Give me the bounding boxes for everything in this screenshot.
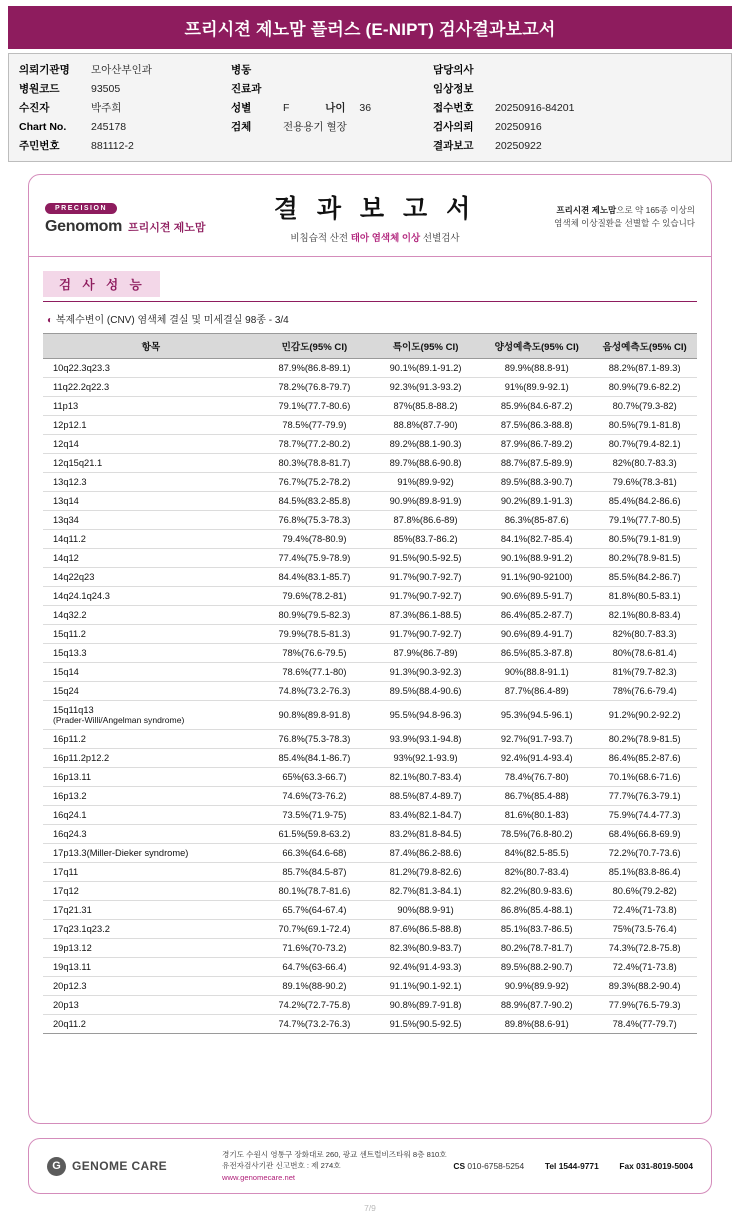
table-row xyxy=(43,511,697,530)
footer-contact xyxy=(453,1161,693,1171)
cell-item: 15q24 xyxy=(43,682,259,701)
cell-value: 95.5%(94.8-96.3) xyxy=(370,701,481,730)
cell-value: 90.1%(88.9-91.2) xyxy=(481,549,592,568)
cell-item: 13q12.3 xyxy=(43,473,259,492)
cell-value: 86.8%(85.4-88.1) xyxy=(481,901,592,920)
cell-value: 72.2%(70.7-73.6) xyxy=(592,844,697,863)
cell-item: 20p12.3 xyxy=(43,977,259,996)
table-row xyxy=(43,749,697,768)
footer-tel-value: 1544-9771 xyxy=(558,1161,599,1172)
cell-value: 90%(88.9-91) xyxy=(370,901,481,920)
cell-item: 12q14 xyxy=(43,435,259,454)
table-row xyxy=(43,416,697,435)
patient-info-box xyxy=(8,53,732,162)
cell-value: 80.2%(78.7-81.7) xyxy=(481,939,592,958)
table-row xyxy=(43,492,697,511)
precision-badge: PRECISION xyxy=(45,203,117,214)
table-row xyxy=(43,958,697,977)
footer-tel-label: Tel xyxy=(544,1161,557,1172)
cell-value: 82%(80.7-83.3) xyxy=(592,454,697,473)
table-row xyxy=(43,663,697,682)
cell-value: 79.1%(77.7-80.5) xyxy=(592,511,697,530)
section-subtitle-row xyxy=(47,311,697,326)
page-number: 7/9 xyxy=(364,1203,376,1214)
cell-value: 89.3%(88.2-90.4) xyxy=(592,977,697,996)
brand-name: Genomom xyxy=(45,218,123,235)
cell-value: 91%(89.9-92) xyxy=(370,473,481,492)
col-item: 항목 xyxy=(43,334,259,359)
report-note-line1: 으로 약 165종 이상의 xyxy=(616,205,695,216)
cell-value: 86.4%(85.2-87.6) xyxy=(592,749,697,768)
cell-item: 14q24.1q24.3 xyxy=(43,587,259,606)
label-resident-no: 주민번호 xyxy=(19,140,60,152)
cell-value: 85.5%(84.2-86.7) xyxy=(592,568,697,587)
table-row xyxy=(43,454,697,473)
cell-value: 82.1%(80.8-83.4) xyxy=(592,606,697,625)
cell-value: 79.6%(78.2-81) xyxy=(259,587,370,606)
table-row xyxy=(43,920,697,939)
label-report-date: 결과보고 xyxy=(433,140,474,152)
cnv-performance-table xyxy=(43,333,697,1034)
cell-value: 89.2%(88.1-90.3) xyxy=(370,435,481,454)
label-department: 진료과 xyxy=(231,83,262,95)
table-row xyxy=(43,530,697,549)
value-age: 36 xyxy=(359,102,372,114)
report-note-line2: 염색체 이상질환을 선별할 수 있습니다 xyxy=(554,217,695,228)
report-title: 결 과 보 고 서 xyxy=(273,195,477,223)
cell-value: 81.2%(79.8-82.6) xyxy=(370,863,481,882)
cell-value: 90.9%(89.8-91.9) xyxy=(370,492,481,511)
footer-fax-value: 031-8019-5004 xyxy=(636,1161,693,1172)
cell-value: 80.3%(78.8-81.7) xyxy=(259,454,370,473)
table-row xyxy=(43,701,697,730)
footer-address-line1: 경기도 수원시 영통구 장화대로 260, 광교 센트럴비즈타워 8층 810호 xyxy=(222,1150,447,1159)
cell-value: 89.7%(88.6-90.8) xyxy=(370,454,481,473)
table-row xyxy=(43,549,697,568)
table-row xyxy=(43,730,697,749)
report-subtitle-post: 선별검사 xyxy=(420,233,460,244)
bullet-icon: ◐ xyxy=(47,315,54,326)
cell-value: 81.6%(80.1-83) xyxy=(481,806,592,825)
cell-value: 91.5%(90.5-92.5) xyxy=(370,1015,481,1034)
cell-value: 91.1%(90-92100) xyxy=(481,568,592,587)
cell-value: 65.7%(64-67.4) xyxy=(259,901,370,920)
brand-name-kr: 프리시젼 제노맘 xyxy=(128,222,206,234)
cell-value: 83.4%(82.1-84.7) xyxy=(370,806,481,825)
table-row xyxy=(43,397,697,416)
cell-value: 78%(76.6-79.5) xyxy=(259,644,370,663)
cell-value: 80.2%(78.9-81.5) xyxy=(592,549,697,568)
cell-value: 74.2%(72.7-75.8) xyxy=(259,996,370,1015)
cell-item: 16p11.2 xyxy=(43,730,259,749)
cell-value: 68.4%(66.8-69.9) xyxy=(592,825,697,844)
cell-value: 70.7%(69.1-72.4) xyxy=(259,920,370,939)
cell-value: 78%(76.6-79.4) xyxy=(592,682,697,701)
cell-value: 80.6%(79.2-82) xyxy=(592,882,697,901)
cell-value: 77.7%(76.3-79.1) xyxy=(592,787,697,806)
table-row xyxy=(43,568,697,587)
cell-value: 74.8%(73.2-76.3) xyxy=(259,682,370,701)
table-row xyxy=(43,473,697,492)
patient-info-grid xyxy=(19,62,721,153)
cell-item: 16q24.1 xyxy=(43,806,259,825)
cell-value: 73.5%(71.9-75) xyxy=(259,806,370,825)
label-chart-no: Chart No. xyxy=(19,120,67,133)
cell-item: 10q22.3q23.3 xyxy=(43,359,259,378)
cell-value: 93.9%(93.1-94.8) xyxy=(370,730,481,749)
col-specificity: 특이도(95% CI) xyxy=(370,334,481,359)
cell-value: 86.5%(85.3-87.8) xyxy=(481,644,592,663)
cell-value: 83.2%(81.8-84.5) xyxy=(370,825,481,844)
label-test-request-date: 검사의뢰 xyxy=(433,121,474,133)
value-chart-no: 245178 xyxy=(91,120,127,133)
table-row xyxy=(43,378,697,397)
report-subtitle-highlight: 태아 염색체 이상 xyxy=(350,233,421,244)
cell-item: 17q11 xyxy=(43,863,259,882)
cell-value: 82%(80.7-83.4) xyxy=(481,863,592,882)
cell-value: 89.9%(88.8-91) xyxy=(481,359,592,378)
table-row xyxy=(43,996,697,1015)
brand-logo xyxy=(45,197,245,236)
cell-value: 70.1%(68.6-71.6) xyxy=(592,768,697,787)
cell-item: 15q13.3 xyxy=(43,644,259,663)
label-doctor: 담당의사 xyxy=(433,64,474,76)
cell-value: 76.8%(75.3-78.3) xyxy=(259,730,370,749)
cell-item: 16p13.2 xyxy=(43,787,259,806)
cell-value: 88.9%(87.7-90.2) xyxy=(481,996,592,1015)
cell-value: 78.4%(76.7-80) xyxy=(481,768,592,787)
value-test-request-date: 20250916 xyxy=(495,120,542,133)
cell-item: 12q15q21.1 xyxy=(43,454,259,473)
report-note xyxy=(505,204,695,229)
footer-box xyxy=(28,1138,712,1194)
cell-value: 87.4%(86.2-88.6) xyxy=(370,844,481,863)
cell-value: 85.4%(84.2-86.6) xyxy=(592,492,697,511)
cell-item: 20p13 xyxy=(43,996,259,1015)
cell-value: 81.8%(80.5-83.1) xyxy=(592,587,697,606)
cell-value: 88.8%(87.7-90) xyxy=(370,416,481,435)
cell-value: 90.9%(89.9-92) xyxy=(481,977,592,996)
cell-value: 80.5%(79.1-81.8) xyxy=(592,416,697,435)
cell-value: 78.7%(77.2-80.2) xyxy=(259,435,370,454)
cell-item: 19p13.12 xyxy=(43,939,259,958)
value-patient-name: 박주희 xyxy=(91,102,122,114)
cell-value: 87.6%(86.5-88.8) xyxy=(370,920,481,939)
cell-value: 82.3%(80.9-83.7) xyxy=(370,939,481,958)
cell-value: 92.7%(91.7-93.7) xyxy=(481,730,592,749)
report-card xyxy=(28,174,712,1124)
cell-item: 13q34 xyxy=(43,511,259,530)
cell-value: 79.6%(78.3-81) xyxy=(592,473,697,492)
cell-value: 80.9%(79.6-82.2) xyxy=(592,378,697,397)
cell-value: 87%(85.8-88.2) xyxy=(370,397,481,416)
cell-value: 79.9%(78.5-81.3) xyxy=(259,625,370,644)
cell-item: 17p13.3(Miller-Dieker syndrome) xyxy=(43,844,259,863)
cell-value: 90.8%(89.7-91.8) xyxy=(370,996,481,1015)
table-row xyxy=(43,901,697,920)
table-row xyxy=(43,768,697,787)
table-row xyxy=(43,977,697,996)
cell-value: 76.7%(75.2-78.2) xyxy=(259,473,370,492)
cell-value: 89.5%(88.3-90.7) xyxy=(481,473,592,492)
footer-cs-value: 010-6758-5254 xyxy=(467,1161,525,1172)
table-row xyxy=(43,587,697,606)
cell-value: 74.6%(73-76.2) xyxy=(259,787,370,806)
cell-value: 92.3%(91.3-93.2) xyxy=(370,378,481,397)
report-subtitle xyxy=(245,230,505,244)
cell-value: 66.3%(64.6-68) xyxy=(259,844,370,863)
col-ppv: 양성예측도(95% CI) xyxy=(481,334,592,359)
cell-value: 91.3%(90.3-92.3) xyxy=(370,663,481,682)
cell-value: 90.2%(89.1-91.3) xyxy=(481,492,592,511)
cell-item: 16q24.3 xyxy=(43,825,259,844)
cell-value: 77.9%(76.5-79.3) xyxy=(592,996,697,1015)
footer-address-line2: 유전자검사기관 신고번호 : 제 274호 xyxy=(222,1161,341,1171)
table-row xyxy=(43,606,697,625)
cell-value: 89.5%(88.2-90.7) xyxy=(481,958,592,977)
genome-care-mark-icon: G xyxy=(47,1157,66,1176)
label-sex: 성별 xyxy=(231,102,252,114)
cell-value: 91.7%(90.7-92.7) xyxy=(370,568,481,587)
cell-value: 86.3%(85-87.6) xyxy=(481,511,592,530)
report-title-wrap xyxy=(245,189,505,244)
col-npv: 음성예측도(95% CI) xyxy=(592,334,697,359)
table-row xyxy=(43,844,697,863)
label-accession-no: 접수번호 xyxy=(433,102,474,114)
table-row xyxy=(43,359,697,378)
label-institution: 의뢰기관명 xyxy=(19,64,70,76)
cell-item: 13q14 xyxy=(43,492,259,511)
cell-value: 79.4%(78-80.9) xyxy=(259,530,370,549)
cell-value: 91.7%(90.7-92.7) xyxy=(370,625,481,644)
cell-value: 89.8%(88.6-91) xyxy=(481,1015,592,1034)
cell-value: 90%(88.8-91.1) xyxy=(481,663,592,682)
cell-value: 87.3%(86.1-88.5) xyxy=(370,606,481,625)
cell-value: 91.1%(90.1-92.1) xyxy=(370,977,481,996)
value-sex-age xyxy=(283,100,433,115)
cell-value: 84.5%(83.2-85.8) xyxy=(259,492,370,511)
report-header xyxy=(29,175,711,257)
cell-value: 90.8%(89.8-91.8) xyxy=(259,701,370,730)
table-header-row xyxy=(43,334,697,359)
cell-value: 91.2%(90.2-92.2) xyxy=(592,701,697,730)
cell-item: 15q11.2 xyxy=(43,625,259,644)
cell-value: 85.1%(83.7-86.5) xyxy=(481,920,592,939)
genome-care-name: GENOME CARE xyxy=(72,1159,168,1174)
cell-value: 85.1%(83.8-86.4) xyxy=(592,863,697,882)
performance-section xyxy=(43,271,697,1034)
cell-item: 11q22.2q22.3 xyxy=(43,378,259,397)
report-page xyxy=(0,6,740,1223)
section-subtitle: 복제수변이 (CNV) 염색체 결실 및 미세결실 98종 - 3/4 xyxy=(55,315,289,326)
footer-address xyxy=(222,1149,453,1183)
cell-item: 20q11.2 xyxy=(43,1015,259,1034)
cell-value: 80%(78.6-81.4) xyxy=(592,644,697,663)
table-row xyxy=(43,863,697,882)
cell-value: 87.5%(86.3-88.8) xyxy=(481,416,592,435)
cell-item: 11p13 xyxy=(43,397,259,416)
label-specimen: 검체 xyxy=(231,121,252,133)
footer-url[interactable]: www.genomecare.net xyxy=(222,1172,296,1182)
cell-value: 79.1%(77.7-80.6) xyxy=(259,397,370,416)
label-age: 나이 xyxy=(325,102,346,114)
cell-value: 76.8%(75.3-78.3) xyxy=(259,511,370,530)
cell-value: 82.2%(80.9-83.6) xyxy=(481,882,592,901)
cell-value: 78.6%(77.1-80) xyxy=(259,663,370,682)
cell-value: 75%(73.5-76.4) xyxy=(592,920,697,939)
table-row xyxy=(43,435,697,454)
cell-item: 14q32.2 xyxy=(43,606,259,625)
cell-item: 16p13.11 xyxy=(43,768,259,787)
cell-value: 74.3%(72.8-75.8) xyxy=(592,939,697,958)
table-row xyxy=(43,939,697,958)
cell-value: 71.6%(70-73.2) xyxy=(259,939,370,958)
cell-item: 15q14 xyxy=(43,663,259,682)
cell-value: 78.5%(76.8-80.2) xyxy=(481,825,592,844)
cell-item: 14q12 xyxy=(43,549,259,568)
cell-value: 92.4%(91.4-93.3) xyxy=(370,958,481,977)
cell-item: 16p11.2p12.2 xyxy=(43,749,259,768)
cell-value: 88.7%(87.5-89.9) xyxy=(481,454,592,473)
cell-value: 88.5%(87.4-89.7) xyxy=(370,787,481,806)
cell-value: 61.5%(59.8-63.2) xyxy=(259,825,370,844)
table-body xyxy=(43,359,697,1034)
cell-item: 17q12 xyxy=(43,882,259,901)
cell-value: 90.1%(89.1-91.2) xyxy=(370,359,481,378)
cell-value: 72.4%(71-73.8) xyxy=(592,958,697,977)
table-row xyxy=(43,1015,697,1034)
table-row xyxy=(43,625,697,644)
cell-item: 17q21.31 xyxy=(43,901,259,920)
cell-value: 85.4%(84.1-86.7) xyxy=(259,749,370,768)
cell-value: 87.7%(86.4-89) xyxy=(481,682,592,701)
cell-value: 78.4%(77-79.7) xyxy=(592,1015,697,1034)
cell-value: 84.1%(82.7-85.4) xyxy=(481,530,592,549)
report-note-brand: 프리시젼 제노맘 xyxy=(556,205,617,216)
cell-value: 91.7%(90.7-92.7) xyxy=(370,587,481,606)
cell-item: 14q22q23 xyxy=(43,568,259,587)
cell-value: 90.6%(89.5-91.7) xyxy=(481,587,592,606)
cell-value: 78.5%(77-79.9) xyxy=(259,416,370,435)
table-row xyxy=(43,806,697,825)
cell-item: 12p12.1 xyxy=(43,416,259,435)
cell-value: 86.7%(85.4-88) xyxy=(481,787,592,806)
section-title: 검 사 성 능 xyxy=(43,271,160,297)
section-title-wrap xyxy=(43,271,697,302)
cell-value: 80.2%(78.9-81.5) xyxy=(592,730,697,749)
cell-item: 17q23.1q23.2 xyxy=(43,920,259,939)
table-row xyxy=(43,825,697,844)
footer-fax-label: Fax xyxy=(619,1161,634,1172)
cell-value: 74.7%(73.2-76.3) xyxy=(259,1015,370,1034)
cell-value: 87.8%(86.6-89) xyxy=(370,511,481,530)
value-resident-no: 881112-2 xyxy=(91,139,134,152)
label-clinical-info: 임상정보 xyxy=(433,83,474,95)
cell-value: 91%(89.9-92.1) xyxy=(481,378,592,397)
cell-value: 84%(82.5-85.5) xyxy=(481,844,592,863)
table-row xyxy=(43,787,697,806)
cell-value: 91.5%(90.5-92.5) xyxy=(370,549,481,568)
value-sex: F xyxy=(283,102,290,114)
cell-value: 80.9%(79.5-82.3) xyxy=(259,606,370,625)
cell-value: 85%(83.7-86.2) xyxy=(370,530,481,549)
cell-value: 85.9%(84.6-87.2) xyxy=(481,397,592,416)
cell-value: 82.7%(81.3-84.1) xyxy=(370,882,481,901)
cell-value: 78.2%(76.8-79.7) xyxy=(259,378,370,397)
cell-value: 80.7%(79.4-82.1) xyxy=(592,435,697,454)
label-ward: 병동 xyxy=(231,64,252,76)
cell-value: 87.9%(86.7-89.2) xyxy=(481,435,592,454)
value-hospital-code: 93505 xyxy=(91,82,121,95)
cell-value: 77.4%(75.9-78.9) xyxy=(259,549,370,568)
cell-value: 82%(80.7-83.3) xyxy=(592,625,697,644)
cell-item-subtext: (Prader-Willi/Angelman syndrome) xyxy=(53,715,185,725)
cell-item: 19q13.11 xyxy=(43,958,259,977)
cell-value: 84.4%(83.1-85.7) xyxy=(259,568,370,587)
cell-value: 88.2%(87.1-89.3) xyxy=(592,359,697,378)
cell-value: 81%(79.7-82.3) xyxy=(592,663,697,682)
cell-value: 87.9%(86.7-89) xyxy=(370,644,481,663)
cell-value: 64.7%(63-66.4) xyxy=(259,958,370,977)
cell-value: 89.1%(88-90.2) xyxy=(259,977,370,996)
cell-item: 14q11.2 xyxy=(43,530,259,549)
cell-value: 82.1%(80.7-83.4) xyxy=(370,768,481,787)
footer-cs-label: CS xyxy=(453,1161,466,1172)
cell-value: 85.7%(84.5-87) xyxy=(259,863,370,882)
value-accession-no: 20250916-84201 xyxy=(495,101,575,114)
cell-value: 93%(92.1-93.9) xyxy=(370,749,481,768)
table-row xyxy=(43,882,697,901)
cell-value: 80.1%(78.7-81.6) xyxy=(259,882,370,901)
cell-value: 92.4%(91.4-93.4) xyxy=(481,749,592,768)
cell-value: 87.9%(86.8-89.1) xyxy=(259,359,370,378)
cell-value: 86.4%(85.2-87.7) xyxy=(481,606,592,625)
cell-value: 72.4%(71-73.8) xyxy=(592,901,697,920)
value-specimen: 전용용기 혈장 xyxy=(283,121,347,133)
label-patient-name: 수진자 xyxy=(19,102,50,114)
col-sensitivity: 민감도(95% CI) xyxy=(259,334,370,359)
label-hospital-code: 병원코드 xyxy=(19,83,60,95)
cell-item: 15q11q13 (Prader-Willi/Angelman syndrome) xyxy=(43,701,259,730)
cell-value: 80.5%(79.1-81.9) xyxy=(592,530,697,549)
cell-value: 95.3%(94.5-96.1) xyxy=(481,701,592,730)
genome-care-logo xyxy=(47,1157,222,1176)
cell-value: 89.5%(88.4-90.6) xyxy=(370,682,481,701)
cell-value: 75.9%(74.4-77.3) xyxy=(592,806,697,825)
page-title: 프리시젼 제노맘 플러스 (E-NIPT) 검사결과보고서 xyxy=(8,6,732,49)
cell-value: 65%(63.3-66.7) xyxy=(259,768,370,787)
value-report-date: 20250922 xyxy=(495,139,542,152)
table-row xyxy=(43,644,697,663)
value-institution: 모아산부인과 xyxy=(91,64,152,76)
cell-value: 90.6%(89.4-91.7) xyxy=(481,625,592,644)
cell-value: 80.7%(79.3-82) xyxy=(592,397,697,416)
table-row xyxy=(43,682,697,701)
report-subtitle-pre: 비침습적 산전 xyxy=(290,233,351,244)
